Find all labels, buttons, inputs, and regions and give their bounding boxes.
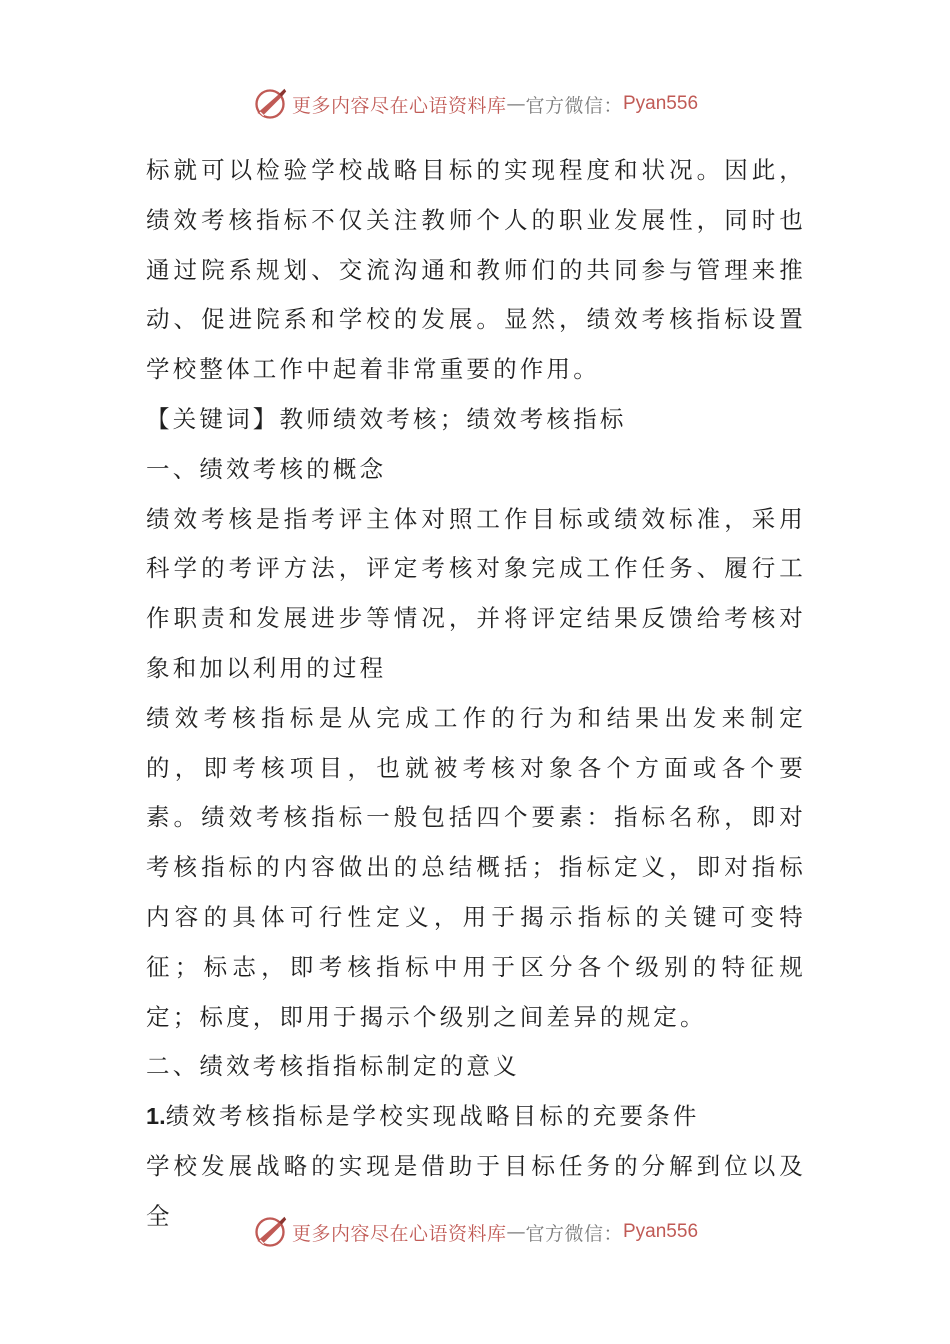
wechat-id: Pyan556 [623,1221,699,1242]
header-watermark-banner [0,82,950,126]
paragraph: 标就可以检验学校战略目标的实现程度和状况。因此，绩效考核指标不仅关注教师个人的职业发展性，同时也通过院系规划、交流沟通和教师们的共同参与管理来推动、促进院系和学校的发展。显然，绩效考核指标设置学校整体工作中起着非常重要的作用。 [146,156,806,384]
site-name-text: 更多内容尽在心语资料库 [291,1222,507,1245]
numbered-subheading [146,1092,806,1142]
footer-watermark-banner [0,1210,950,1254]
banner-separator: — [506,93,526,115]
keywords-line: 【关键词】教师绩效考核；绩效考核指标 [146,404,627,433]
wechat-label: 官方微信： [525,94,623,117]
document-body [146,146,806,1242]
paragraph: 绩效考核指标是从完成工作的行为和结果出发来制定的，即考核项目，也就被考核对象各个方面或各个要素。绩效考核指标一般包括四个要素：指标名称，即对考核指标的内容做出的总结概括；指标定义，即对指标内容的具体可行性定义，用于揭示指标的关键可变特征；标志，即考核指标中用于区分各个级别的特征规定；标度，即用于揭示个级别之间差异的规定。 [146,703,806,1031]
quill-pen-logo-icon [252,1214,288,1250]
banner-separator: — [506,1221,526,1243]
wechat-id: Pyan556 [623,93,699,114]
wechat-label: 官方微信： [525,1222,623,1245]
section-heading-2: 二、绩效考核指指标制定的意义 [146,1052,520,1081]
paragraph: 学校发展战略的实现是借助于目标任务的分解到位以及全 [146,1151,806,1230]
paragraph: 绩效考核是指考评主体对照工作目标或绩效标准，采用科学的考评方法，评定考核对象完成工作任务、履行工作职责和发展进步等情况，并将评定结果反馈给考核对象和加以利用的过程 [146,504,806,682]
list-number: 1. [146,1103,166,1130]
site-name-text: 更多内容尽在心语资料库 [291,94,507,117]
section-heading-1: 一、绩效考核的概念 [146,454,387,483]
quill-pen-logo-icon [252,86,288,122]
subheading-text: 绩效考核指标是学校实现战略目标的充要条件 [165,1102,700,1131]
